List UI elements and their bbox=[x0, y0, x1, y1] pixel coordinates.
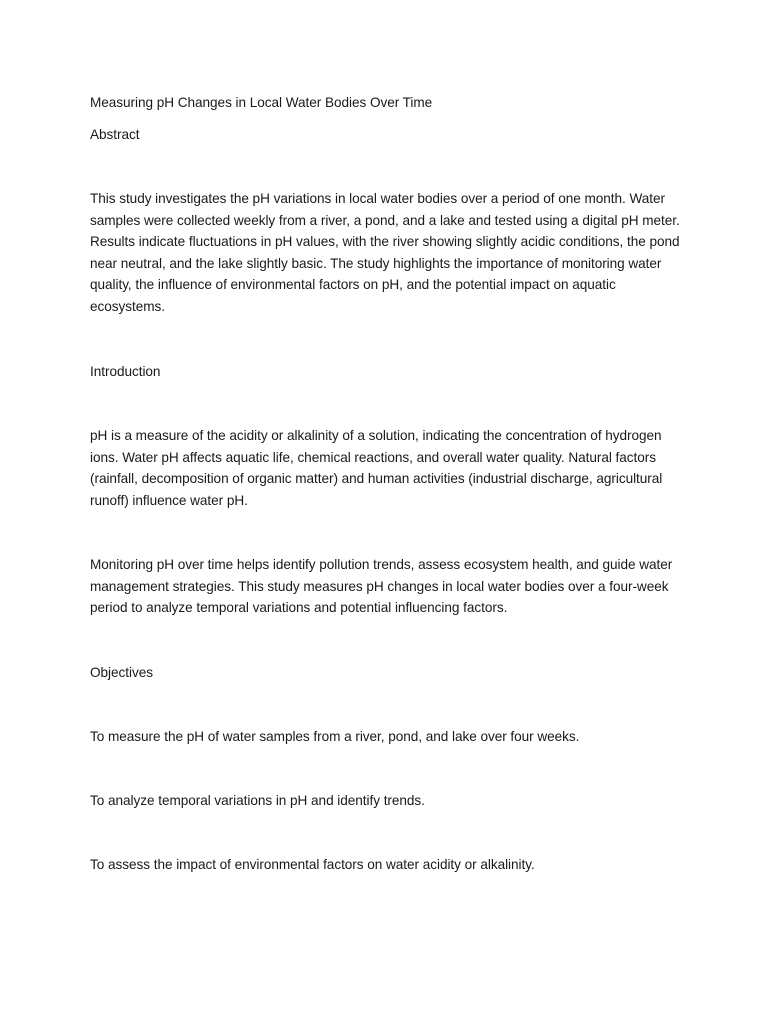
objective-item: To assess the impact of environmental factors on water acidity or alkalinity. bbox=[90, 857, 535, 872]
objective-item: To measure the pH of water samples from a river, pond, and lake over four weeks. bbox=[90, 729, 580, 744]
abstract-heading: Abstract bbox=[90, 127, 140, 142]
objectives-heading: Objectives bbox=[90, 665, 153, 680]
introduction-paragraph-1: pH is a measure of the acidity or alkalinity of a solution, indicating the concentration of hydrogen ions. Water pH affects aquatic life, chemical reactions, and overall water quality. Natural factors (rainfall, decomposition of organic matter) and human activities (industrial discharge, agricultural runoff) influence water pH. bbox=[90, 428, 663, 508]
objective-item: To analyze temporal variations in pH and identify trends. bbox=[90, 793, 425, 808]
document-title: Measuring pH Changes in Local Water Bodies Over Time bbox=[90, 95, 433, 110]
introduction-paragraph-2: Monitoring pH over time helps identify pollution trends, assess ecosystem health, and guide water management strategies. This study measures pH changes in local water bodies over a four-week period to analyze temporal variations and potential influencing factors. bbox=[90, 557, 673, 616]
introduction-heading: Introduction bbox=[90, 364, 161, 379]
abstract-paragraph: This study investigates the pH variations in local water bodies over a period of one month. Water samples were collected weekly from a river, a pond, and a lake and tested using a digital pH meter. Results indicate fluctuations in pH values, with the river showing slightly acidic conditions, the pond near neutral, and the lake slightly basic. The study highlights the importance of monitoring water quality, the influence of environmental factors on pH, and the potential impact on aquatic ecosystems. bbox=[90, 191, 680, 314]
